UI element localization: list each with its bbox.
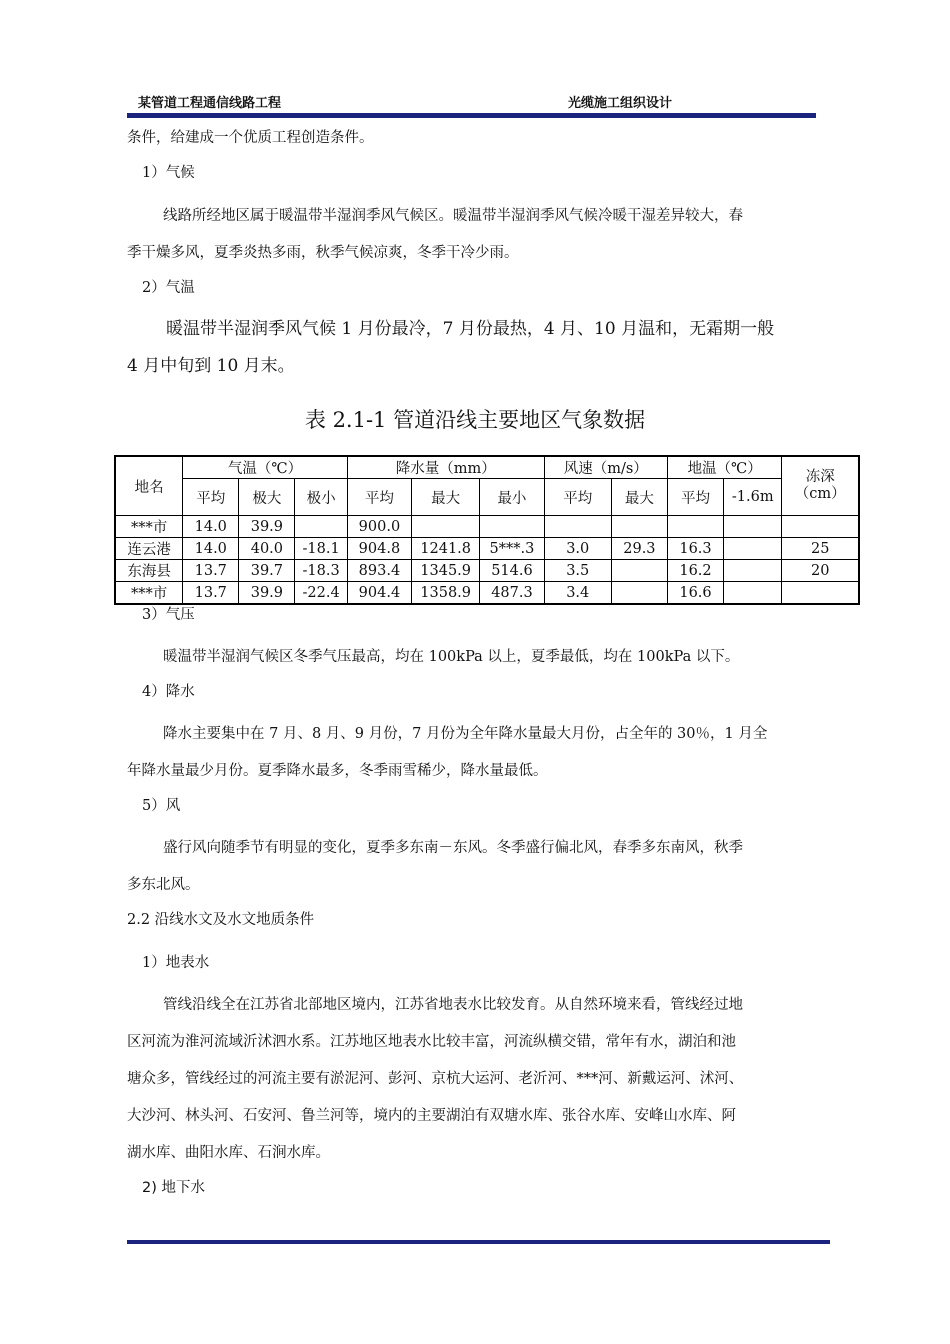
table-row (115, 582, 859, 605)
paragraph: 湖水库、曲阳水库、石涧水库。 (127, 1145, 330, 1161)
heading-wind: 5）风 (142, 798, 181, 814)
cell: 1241.8 (411, 538, 479, 560)
cell: 25 (782, 538, 859, 560)
paragraph: 暖温带半湿润气候区冬季气压最高，均在 100kPa 以上，夏季最低，均在 100kPa 以下。 (163, 649, 740, 665)
table-row (115, 516, 859, 538)
footer-rule (127, 1240, 830, 1244)
col-header-place: 地名 (115, 456, 183, 516)
cell (544, 516, 611, 538)
paragraph: 季干燥多风，夏季炎热多雨，秋季气候凉爽，冬季干冷少雨。 (127, 245, 519, 261)
paragraph: 区河流为淮河流域沂沭泗水系。江苏地区地表水比较丰富，河流纵横交错，常年有水，湖泊和池 (127, 1034, 736, 1050)
sub-header: -1.6m (724, 479, 782, 516)
cell: -18.3 (295, 560, 347, 582)
paragraph: 盛行风向随季节有明显的变化，夏季多东南－东风。冬季盛行偏北风，春季多东南风，秋季 (163, 840, 743, 856)
paragraph: 大沙河、林头河、石安河、鲁兰河等，境内的主要湖泊有双塘水库、张谷水库、安峰山水库、阿 (127, 1108, 736, 1124)
cell: 904.8 (347, 538, 411, 560)
heading-precipitation: 4）降水 (142, 684, 195, 700)
cell: 40.0 (239, 538, 295, 560)
paragraph: 塘众多，管线经过的河流主要有淤泥河、彭河、京杭大运河、老沂河、***河、新戴运河、沭河、 (127, 1071, 744, 1087)
cell: 1358.9 (411, 582, 479, 605)
sub-header: 最小 (480, 479, 544, 516)
paragraph: 管线沿线全在江苏省北部地区境内，江苏省地表水比较发育。从自然环境来看，管线经过地 (163, 997, 743, 1013)
cell (782, 582, 859, 605)
cell: 39.9 (239, 582, 295, 605)
table-row (115, 538, 859, 560)
sub-header: 平均 (183, 479, 239, 516)
cell: 3.5 (544, 560, 611, 582)
sub-header: 平均 (667, 479, 723, 516)
sub-header: 最大 (411, 479, 479, 516)
cell (724, 560, 782, 582)
sub-header: 平均 (347, 479, 411, 516)
group-header-wind: 风速（m/s） (544, 456, 667, 479)
cell: 39.9 (239, 516, 295, 538)
heading-climate: 1）气候 (142, 165, 195, 181)
table-title: 表 2.1-1 管道沿线主要地区气象数据 (304, 408, 646, 432)
cell (724, 538, 782, 560)
cell: 13.7 (183, 582, 239, 605)
cell (667, 516, 723, 538)
cell (480, 516, 544, 538)
cell: 14.0 (183, 538, 239, 560)
sub-header: 平均 (544, 479, 611, 516)
group-header-temperature: 气温（℃） (183, 456, 348, 479)
paragraph: 暖温带半湿润季风气候 1 月份最冷，7 月份最热，4 月、10 月温和，无霜期一般 (166, 319, 775, 339)
cell-place: 东海县 (115, 560, 183, 582)
sub-header: 极大 (239, 479, 295, 516)
heading-surface-water: 1）地表水 (142, 955, 210, 971)
cell: 14.0 (183, 516, 239, 538)
heading-pressure: 3）气压 (142, 607, 195, 623)
col-header-frost-depth: 冻深（cm） (782, 456, 859, 516)
cell: 39.7 (239, 560, 295, 582)
cell (724, 582, 782, 605)
section-heading: 2.2 沿线水文及水文地质条件 (127, 912, 315, 928)
cell: 20 (782, 560, 859, 582)
cell: 904.4 (347, 582, 411, 605)
paragraph: 4 月中旬到 10 月末。 (127, 356, 295, 376)
cell (411, 516, 479, 538)
cell (782, 516, 859, 538)
cell-place: 连云港 (115, 538, 183, 560)
cell (295, 516, 347, 538)
cell (611, 560, 667, 582)
cell: 893.4 (347, 560, 411, 582)
sub-header: 最大 (611, 479, 667, 516)
table-row (115, 560, 859, 582)
cell (611, 516, 667, 538)
cell: 3.4 (544, 582, 611, 605)
cell: 16.2 (667, 560, 723, 582)
paragraph: 多东北风。 (127, 877, 200, 893)
cell-place: ***市 (115, 516, 183, 538)
paragraph: 线路所经地区属于暖温带半湿润季风气候区。暖温带半湿润季风气候冷暖干湿差异较大，春 (163, 208, 743, 224)
header-rule (127, 113, 816, 118)
cell: 3.0 (544, 538, 611, 560)
group-header-precipitation: 降水量（mm） (347, 456, 544, 479)
cell (724, 516, 782, 538)
cell: 900.0 (347, 516, 411, 538)
sub-header: 极小 (295, 479, 347, 516)
cell (611, 582, 667, 605)
cell: -22.4 (295, 582, 347, 605)
paragraph: 年降水量最少月份。夏季降水最多，冬季雨雪稀少，降水量最低。 (127, 763, 548, 779)
cell: 13.7 (183, 560, 239, 582)
heading-groundwater: 2) 地下水 (142, 1180, 205, 1196)
cell: 29.3 (611, 538, 667, 560)
cell: 16.6 (667, 582, 723, 605)
header-right-title: 光缆施工组织设计 (568, 96, 673, 111)
cell-place: ***市 (115, 582, 183, 605)
weather-table (114, 455, 860, 605)
cell: 514.6 (480, 560, 544, 582)
cell: 487.3 (480, 582, 544, 605)
cell: 16.3 (667, 538, 723, 560)
header-left-title: 某管道工程通信线路工程 (138, 96, 282, 111)
cell: 1345.9 (411, 560, 479, 582)
group-header-ground-temp: 地温（℃） (667, 456, 781, 479)
paragraph: 条件，给建成一个优质工程创造条件。 (127, 130, 374, 146)
cell: -18.1 (295, 538, 347, 560)
heading-temperature: 2）气温 (142, 280, 195, 296)
paragraph: 降水主要集中在 7 月、8 月、9 月份，7 月份为全年降水量最大月份，占全年的 30％，1 月全 (163, 726, 768, 742)
cell: 5***.3 (480, 538, 544, 560)
